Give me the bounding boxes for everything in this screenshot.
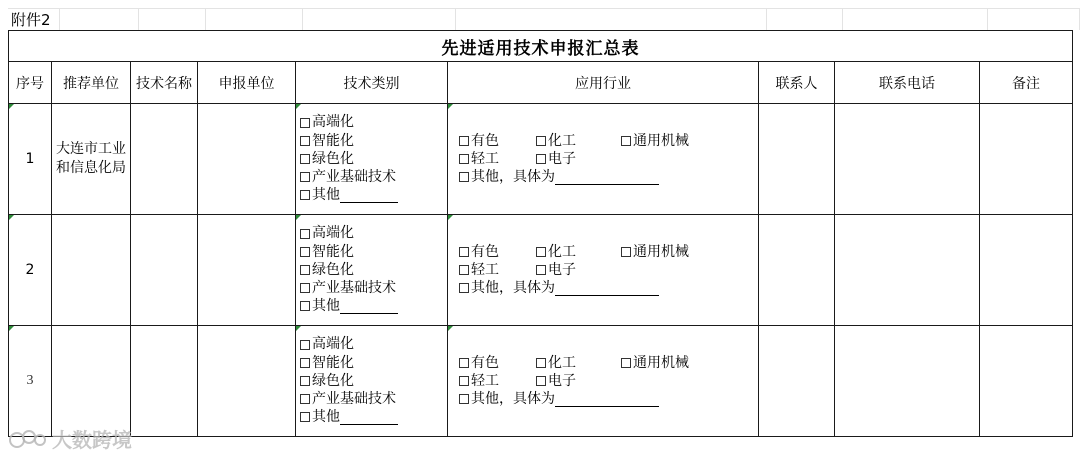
checkbox-option: 其他 bbox=[300, 408, 447, 426]
checkbox-icon[interactable] bbox=[536, 247, 546, 257]
checkbox-icon[interactable] bbox=[300, 172, 310, 182]
phone-cell[interactable] bbox=[835, 215, 980, 326]
checkbox-icon[interactable] bbox=[621, 136, 631, 146]
industry-cell[interactable]: 有色 化工 通用机械 轻工 电子 其他，具体为 bbox=[448, 104, 759, 215]
fill-in-blank[interactable] bbox=[555, 170, 659, 185]
checkbox-icon[interactable] bbox=[300, 376, 310, 386]
checkbox-icon[interactable] bbox=[300, 247, 310, 257]
seq-cell[interactable]: 3 bbox=[9, 326, 52, 437]
phone-cell[interactable] bbox=[835, 104, 980, 215]
checkbox-option: 绿色化 bbox=[300, 261, 447, 279]
checkbox-icon[interactable] bbox=[621, 358, 631, 368]
checkbox-option: 产业基础技术 bbox=[300, 168, 447, 186]
checkbox-icon[interactable] bbox=[621, 247, 631, 257]
fill-in-blank[interactable] bbox=[340, 299, 398, 314]
checkbox-icon[interactable] bbox=[300, 229, 310, 239]
spreadsheet-grid-top bbox=[8, 8, 1080, 30]
recommender-cell[interactable]: 大连市工业和信息化局 bbox=[52, 104, 131, 215]
checkbox-icon[interactable] bbox=[459, 172, 469, 182]
header-contact[interactable]: 联系人 bbox=[759, 62, 835, 104]
industry-cell[interactable]: 有色 化工 通用机械 轻工 电子 其他，具体为 bbox=[448, 326, 759, 437]
checkbox-icon[interactable] bbox=[459, 358, 469, 368]
checkbox-option: 产业基础技术 bbox=[300, 279, 447, 297]
applicant-cell[interactable] bbox=[198, 326, 296, 437]
fill-in-blank[interactable] bbox=[555, 392, 659, 407]
checkbox-icon[interactable] bbox=[300, 265, 310, 275]
tech-category-cell[interactable] bbox=[296, 215, 448, 326]
checkbox-icon[interactable] bbox=[300, 394, 310, 404]
table-row bbox=[9, 104, 1073, 215]
recommender-cell[interactable] bbox=[52, 215, 131, 326]
table-row bbox=[9, 215, 1073, 326]
header-seq[interactable]: 序号 bbox=[9, 62, 52, 104]
header-tech-category[interactable]: 技术类别 bbox=[296, 62, 448, 104]
checkbox-option: 智能化 bbox=[300, 243, 447, 261]
checkbox-option: 其他 bbox=[300, 186, 447, 204]
checkbox-icon[interactable] bbox=[459, 376, 469, 386]
contact-cell[interactable] bbox=[759, 215, 835, 326]
attachment-label: 附件2 bbox=[11, 11, 51, 29]
checkbox-icon[interactable] bbox=[536, 265, 546, 275]
checkbox-option: 高端化 bbox=[300, 335, 447, 353]
industry-cell[interactable]: 有色 化工 通用机械 轻工 电子 其他，具体为 bbox=[448, 215, 759, 326]
tech-category-cell[interactable] bbox=[296, 104, 448, 215]
checkbox-option: 高端化 bbox=[300, 113, 447, 131]
remark-cell[interactable] bbox=[980, 215, 1073, 326]
header-tech-name[interactable]: 技术名称 bbox=[131, 62, 198, 104]
tech-name-cell[interactable] bbox=[131, 104, 198, 215]
checkbox-icon[interactable] bbox=[300, 340, 310, 350]
seq-cell[interactable]: 1 bbox=[9, 104, 52, 215]
header-industry[interactable]: 应用行业 bbox=[448, 62, 759, 104]
contact-cell[interactable] bbox=[759, 326, 835, 437]
header-row bbox=[9, 62, 1073, 104]
checkbox-icon[interactable] bbox=[300, 118, 310, 128]
recommender-cell[interactable] bbox=[52, 326, 131, 437]
checkbox-icon[interactable] bbox=[300, 283, 310, 293]
checkbox-icon[interactable] bbox=[459, 283, 469, 293]
checkbox-icon[interactable] bbox=[300, 136, 310, 146]
header-recommender[interactable]: 推荐单位 bbox=[52, 62, 131, 104]
header-phone[interactable]: 联系电话 bbox=[835, 62, 980, 104]
checkbox-option: 绿色化 bbox=[300, 150, 447, 168]
checkbox-icon[interactable] bbox=[300, 154, 310, 164]
tech-name-cell[interactable] bbox=[131, 326, 198, 437]
checkbox-icon[interactable] bbox=[459, 136, 469, 146]
contact-cell[interactable] bbox=[759, 104, 835, 215]
tech-name-cell[interactable] bbox=[131, 215, 198, 326]
checkbox-option: 智能化 bbox=[300, 132, 447, 150]
watermark-text: 大数跨境 bbox=[52, 428, 132, 452]
checkbox-icon[interactable] bbox=[536, 136, 546, 146]
fill-in-blank[interactable] bbox=[340, 410, 398, 425]
checkbox-icon[interactable] bbox=[300, 412, 310, 422]
checkbox-icon[interactable] bbox=[536, 154, 546, 164]
applicant-cell[interactable] bbox=[198, 215, 296, 326]
summary-table bbox=[8, 30, 1073, 437]
checkbox-icon[interactable] bbox=[536, 376, 546, 386]
checkbox-option: 绿色化 bbox=[300, 372, 447, 390]
table-row bbox=[9, 326, 1073, 437]
seq-cell[interactable]: 2 bbox=[9, 215, 52, 326]
table-title: 先进适用技术申报汇总表 bbox=[9, 31, 1073, 62]
remark-cell[interactable] bbox=[980, 104, 1073, 215]
checkbox-icon[interactable] bbox=[459, 154, 469, 164]
checkbox-icon[interactable] bbox=[459, 394, 469, 404]
remark-cell[interactable] bbox=[980, 326, 1073, 437]
applicant-cell[interactable] bbox=[198, 104, 296, 215]
fill-in-blank[interactable] bbox=[555, 281, 659, 296]
checkbox-option: 智能化 bbox=[300, 354, 447, 372]
tech-category-cell[interactable] bbox=[296, 326, 448, 437]
fill-in-blank[interactable] bbox=[340, 188, 398, 203]
checkbox-icon[interactable] bbox=[459, 265, 469, 275]
checkbox-icon[interactable] bbox=[300, 358, 310, 368]
checkbox-option: 其他 bbox=[300, 297, 447, 315]
checkbox-icon[interactable] bbox=[536, 358, 546, 368]
checkbox-option: 产业基础技术 bbox=[300, 390, 447, 408]
header-applicant[interactable]: 申报单位 bbox=[198, 62, 296, 104]
checkbox-option: 高端化 bbox=[300, 224, 447, 242]
checkbox-icon[interactable] bbox=[300, 190, 310, 200]
checkbox-icon[interactable] bbox=[300, 301, 310, 311]
header-remark[interactable]: 备注 bbox=[980, 62, 1073, 104]
checkbox-icon[interactable] bbox=[459, 247, 469, 257]
phone-cell[interactable] bbox=[835, 326, 980, 437]
